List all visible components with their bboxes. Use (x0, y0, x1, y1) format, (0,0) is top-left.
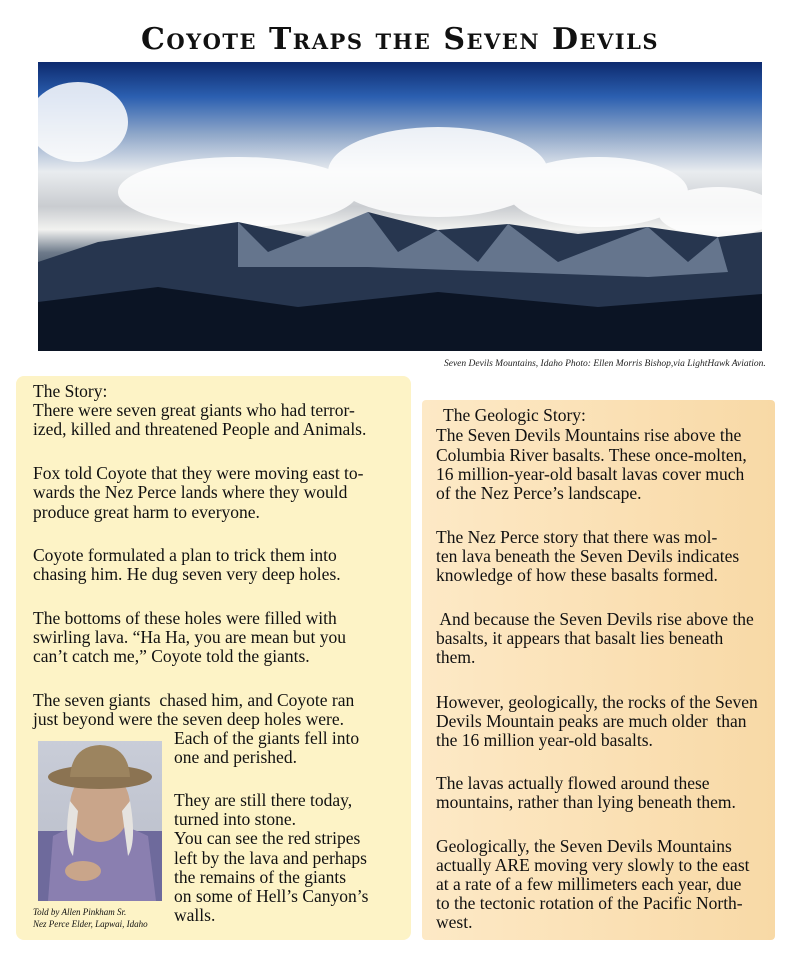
story-line: left by the lava and perhaps (174, 848, 367, 868)
geologic-line: basalts, it appears that basalt lies beneath (436, 628, 724, 648)
story-line: Coyote formulated a plan to trick them into (33, 545, 337, 565)
storyteller-credit-location: Nez Perce Elder, Lapwai, Idaho (33, 919, 148, 929)
storyteller-credit: Told by Allen Pinkham Sr. (33, 907, 127, 917)
story-line: ized, killed and threatened People and Animals. (33, 419, 367, 439)
story-line: wards the Nez Perce lands where they would (33, 482, 348, 502)
geologic-line: Devils Mountain peaks are much older than (436, 711, 747, 731)
geologic-line: And because the Seven Devils rise above the (436, 609, 754, 629)
story-line: can’t catch me,” Coyote told the giants. (33, 646, 310, 666)
story-line: Fox told Coyote that they were moving east to- (33, 463, 364, 483)
geologic-line: to the tectonic rotation of the Pacific North- (436, 893, 743, 913)
story-line: on some of Hell’s Canyon’s (174, 886, 369, 906)
story-line: They are still there today, (174, 790, 353, 810)
story-line: produce great harm to everyone. (33, 502, 260, 522)
story-line: There were seven great giants who had terror- (33, 400, 355, 420)
story-line: turned into stone. (174, 809, 296, 829)
geologic-line: of the Nez Perce’s landscape. (436, 483, 642, 503)
page-title: Coyote Traps the Seven Devils (140, 22, 660, 57)
story-line: swirling lava. “Ha Ha, you are mean but you (33, 627, 346, 647)
mountain-photo (38, 62, 762, 351)
geologic-line: west. (436, 912, 473, 932)
story-line: just beyond were the seven deep holes were. (33, 709, 345, 729)
story-line: Each of the giants fell into (174, 728, 360, 748)
geologic-line: Columbia River basalts. These once-molten, (436, 445, 747, 465)
geologic-line: the 16 million year-old basalts. (436, 730, 653, 750)
story-heading: The Story: (33, 381, 108, 401)
story-line: one and perished. (174, 747, 297, 767)
story-line: You can see the red stripes (174, 828, 361, 848)
geologic-line: However, geologically, the rocks of the Seven (436, 692, 758, 712)
geologic-line: knowledge of how these basalts formed. (436, 565, 718, 585)
geologic-line: The lavas actually flowed around these (436, 773, 710, 793)
geologic-line: mountains, rather than lying beneath them. (436, 792, 736, 812)
geologic-line: them. (436, 647, 476, 667)
geologic-line: The Nez Perce story that there was mol- (436, 527, 718, 547)
story-line: the remains of the giants (174, 867, 347, 887)
story-line: The seven giants chased him, and Coyote ran (33, 690, 355, 710)
geologic-line: actually ARE moving very slowly to the east (436, 855, 750, 875)
geologic-line: at a rate of a few millimeters each year, due (436, 874, 742, 894)
story-line: walls. (174, 905, 216, 925)
geologic-line: 16 million-year-old basalt lavas cover much (436, 464, 745, 484)
elder-portrait-photo (38, 741, 162, 901)
geologic-line: ten lava beneath the Seven Devils indicates (436, 546, 740, 566)
story-line: chasing him. He dug seven very deep holes. (33, 564, 341, 584)
geologic-line: The Seven Devils Mountains rise above the (436, 425, 742, 445)
geologic-heading: The Geologic Story: (443, 405, 586, 425)
story-line: The bottoms of these holes were filled with (33, 608, 337, 628)
geologic-line: Geologically, the Seven Devils Mountains (436, 836, 732, 856)
photo-caption: Seven Devils Mountains, Idaho Photo: Ellen Morris Bishop,via LightHawk Aviation. (444, 359, 766, 369)
